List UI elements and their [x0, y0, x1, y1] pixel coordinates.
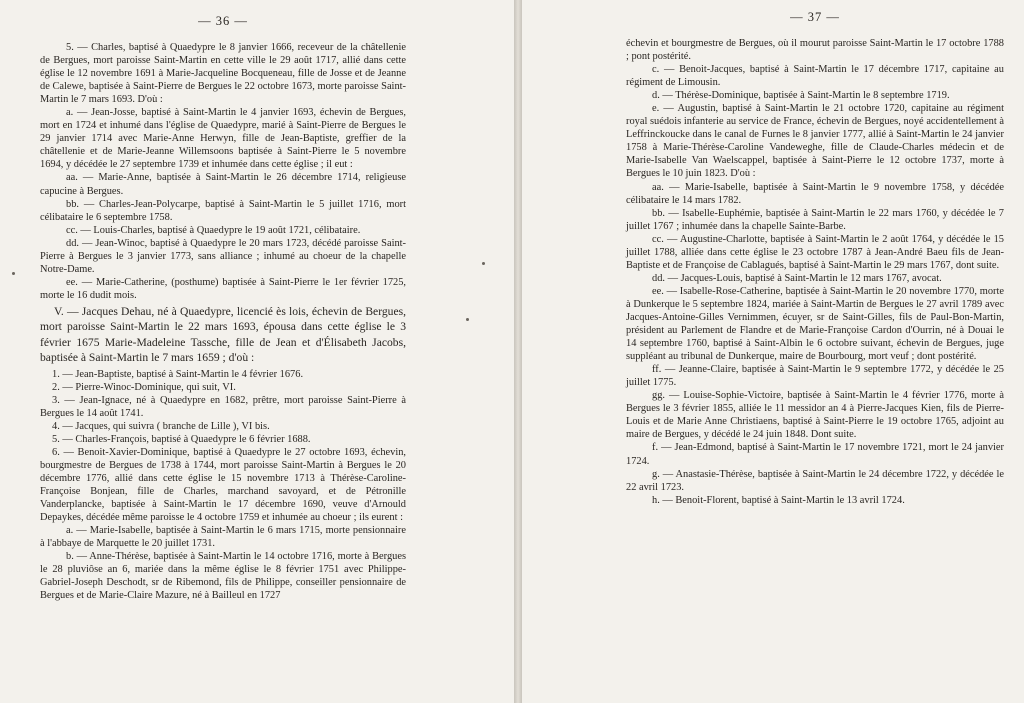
- right-paragraph: cc. — Augustine-Charlotte, baptisée à Saint-Martin le 2 août 1764, y décédée le 15 juillet 1788, alliée dans cette église le 23 octobre 1787 à Jean-André Baeu fils de Jean-Baptiste et de Françoise de Cablagués, baptisé à Saint-Martin le 29 mars 1767, dont suite.: [626, 233, 1004, 271]
- paper-speck: [12, 272, 15, 275]
- left-paragraph: aa. — Marie-Anne, baptisée à Saint-Martin le 26 décembre 1714, religieuse capucine à Bergues.: [40, 172, 406, 197]
- left-paragraph: b. — Anne-Thérèse, baptisée à Saint-Martin le 14 octobre 1716, morte à Bergues le 28 pluviôse an 6, mariée dans la même église le 8 février 1751 avec Philippe-Gabriel-Joseph Deschodt, sr de Ribemond, fils de Philippe, conseiller pensionnaire de Bergues et de Marie-Claire Mazure, né à Bailleul en 1727: [40, 551, 406, 602]
- left-paragraph: 4. — Jacques, qui suivra ( branche de Lille ), VI bis.: [52, 420, 270, 432]
- right-paragraph: dd. — Jacques-Louis, baptisé à Saint-Martin le 12 mars 1767, avocat.: [652, 272, 942, 284]
- left-paragraph: bb. — Charles-Jean-Polycarpe, baptisé à Saint-Martin le 5 juillet 1716, mort célibataire le 6 septembre 1758.: [40, 198, 406, 223]
- left-paragraph: 3. — Jean-Ignace, né à Quaedypre en 1682, prêtre, mort paroisse Saint-Pierre à Bergues le 14 août 1741.: [40, 394, 406, 419]
- right-paragraph: ff. — Jeanne-Claire, baptisée à Saint-Martin le 9 septembre 1772, y décédée le 25 juillet 1775.: [626, 364, 1004, 389]
- right-paragraph: e. — Augustin, baptisé à Saint-Martin le 21 octobre 1720, capitaine au régiment royal suédois infanterie au service de France, échevin de Bergues, noyé accidentellement à Leffrinckoucke dans le canal de Furnes le 8 janvier 1777, allié à Saint-Martin le 24 janvier 1758 à Marie-Thérèse-Caroline Vandeweghe, fille de Claude-Charles médecin et de Marie-Isabelle Van Waelscappel, baptisée à Saint-Pierre le 12 octobre 1737, morte à Bergues le 10 juin 1823. D'où :: [626, 103, 1004, 180]
- right-paragraph: d. — Thérèse-Dominique, baptisée à Saint-Martin le 8 septembre 1719.: [652, 90, 950, 102]
- page-number-37: — 37 —: [790, 10, 840, 24]
- paper-speck: [482, 262, 485, 265]
- right-paragraph: f. — Jean-Edmond, baptisé à Saint-Martin le 17 novembre 1721, mort le 24 janvier 1724.: [626, 442, 1004, 467]
- right-paragraph: gg. — Louise-Sophie-Victoire, baptisée à Saint-Martin le 4 février 1776, morte à Bergues le 3 février 1855, alliée le 11 messidor an 4 à Pierre-Jacques Kien, fils de Pierre-Louis et de Marie Anne Christiaens, baptisé à Saint-Pierre le 19 octobre 1765, adjoint au maire de Bergues, y décédé le 24 juin 1848. Dont suite.: [626, 390, 1004, 441]
- left-paragraph: a. — Marie-Isabelle, baptisée à Saint-Martin le 6 mars 1715, morte pensionnaire à l'abbaye de Marquette le 20 juillet 1731.: [40, 525, 406, 550]
- left-paragraph: 1. — Jean-Baptiste, baptisé à Saint-Martin le 4 février 1676.: [52, 368, 304, 380]
- right-paragraph: h. — Benoit-Florent, baptisé à Saint-Martin le 13 avril 1724.: [652, 494, 905, 506]
- generation-heading: V. — Jacques Dehau, né à Quaedypre, licencié ès lois, échevin de Bergues, mort paroisse Saint-Martin le 22 mars 1693, épousa dans cette église le 3 février 1675 Marie-Madeleine Tassche, fille de Jean et d'Élisabeth Jacobs, baptisée à Saint-Martin le 7 mars 1659 ; d'où :: [40, 304, 406, 365]
- book-gutter: [514, 0, 522, 703]
- left-paragraph: cc. — Louis-Charles, baptisé à Quaedypre le 19 août 1721, célibataire.: [66, 224, 361, 236]
- right-paragraph: c. — Benoit-Jacques, baptisé à Saint-Martin le 17 décembre 1717, capitaine au régiment de Limousin.: [626, 64, 1004, 89]
- right-paragraph: aa. — Marie-Isabelle, baptisée à Saint-Martin le 9 novembre 1758, y décédée célibataire le 14 mars 1782.: [626, 181, 1004, 206]
- left-paragraph: ee. — Marie-Catherine, (posthume) baptisée à Saint-Pierre le 1er février 1725, morte le 16 dudit mois.: [40, 276, 406, 301]
- page-number-36: — 36 —: [198, 14, 248, 28]
- paper-speck: [466, 318, 469, 321]
- left-paragraph: 2. — Pierre-Winoc-Dominique, qui suit, VI.: [52, 381, 236, 393]
- right-paragraph: bb. — Isabelle-Euphémie, baptisée à Saint-Martin le 22 mars 1760, y décédée le 7 juillet 1767 ; inhumée dans la chapelle Sainte-Barbe.: [626, 207, 1004, 232]
- left-paragraph: 6. — Benoit-Xavier-Dominique, baptisé à Quaedypre le 27 octobre 1693, échevin, bourgmestre de Bergues de 1738 à 1744, mort paroisse Saint-Martin à Bergues le 20 décembre 1776, allié dans cette église le 15 novembre 1713 à Thérèse-Caroline-Françoise Bonjean, fille de Charles, marchand savoyard, et de Pétronille Vanderplancke, baptisée à Saint-Martin le 17 décembre 1690, veuve d'Arnould Depaykes, décédée même paroisse le 4 octobre 1759 et inhumée au choeur ; ils eurent :: [40, 446, 406, 524]
- right-paragraph: g. — Anastasie-Thérèse, baptisée à Saint-Martin le 24 décembre 1722, y décédée le 22 avril 1723.: [626, 468, 1004, 493]
- left-paragraph: 5. — Charles-François, baptisé à Quaedypre le 6 février 1688.: [52, 433, 311, 445]
- right-paragraph: ee. — Isabelle-Rose-Catherine, baptisée à Saint-Martin le 20 novembre 1770, morte à Dunkerque le 5 septembre 1824, mariée à Saint-Martin de Bergues le 27 avril 1789 avec Jacques-Antoine-Gilles Vernimmen, écuyer, sr de Saint-Gilles, fils de Paul-Bon-Martin, président au Parlement de Flandre et de Marie-Françoise Cardon d'Ourrin, né à Douai le 14 septembre 1760, baptisé à Saint-Albin le 6 octobre suivant, échevin de Bergues, juge suppléant au tribunal de Dunkerque, maire de Bourbourg, mort veuf ; dont postérité.: [626, 285, 1004, 363]
- left-paragraph: dd. — Jean-Winoc, baptisé à Quaedypre le 20 mars 1723, décédé paroisse Saint-Pierre à Bergues le 3 janvier 1773, sans alliance ; inhumé au choeur de la chapelle Notre-Dame.: [40, 237, 406, 275]
- left-paragraph: 5. — Charles, baptisé à Quaedypre le 8 janvier 1666, receveur de la châtellenie de Bergues, mort paroisse Saint-Martin en cette ville le 29 août 1717, allié dans cette église le 12 novembre 1691 à Marie-Jacqueline Bocqueneau, fille de Josse et de Jeanne de Calewe, baptisée à Saint-Pierre de Bergues le 22 octobre 1673, morte paroisse Saint-Martin le 7 mars 1693. D'où :: [40, 42, 406, 106]
- right-paragraph: échevin et bourgmestre de Bergues, où il mourut paroisse Saint-Martin le 17 octobre 1788 ; pont postérité.: [626, 38, 1004, 63]
- left-paragraph: a. — Jean-Josse, baptisé à Saint-Martin le 4 janvier 1693, échevin de Bergues, mort en 1724 et inhumé dans l'église de Quaedypre, marié à Saint-Pierre de Bergues le 29 janvier 1714 avec Marie-Anne Herwyn, fille de Jean-Baptiste, greffier de la châtellenie et de Marie-Jeanne Willemsoons baptisée à Saint-Pierre le 5 novembre 1694, y décédée le 27 septembre 1739 et inhumée dans cette église ; il eut :: [40, 107, 406, 171]
- right-page: [522, 0, 1024, 703]
